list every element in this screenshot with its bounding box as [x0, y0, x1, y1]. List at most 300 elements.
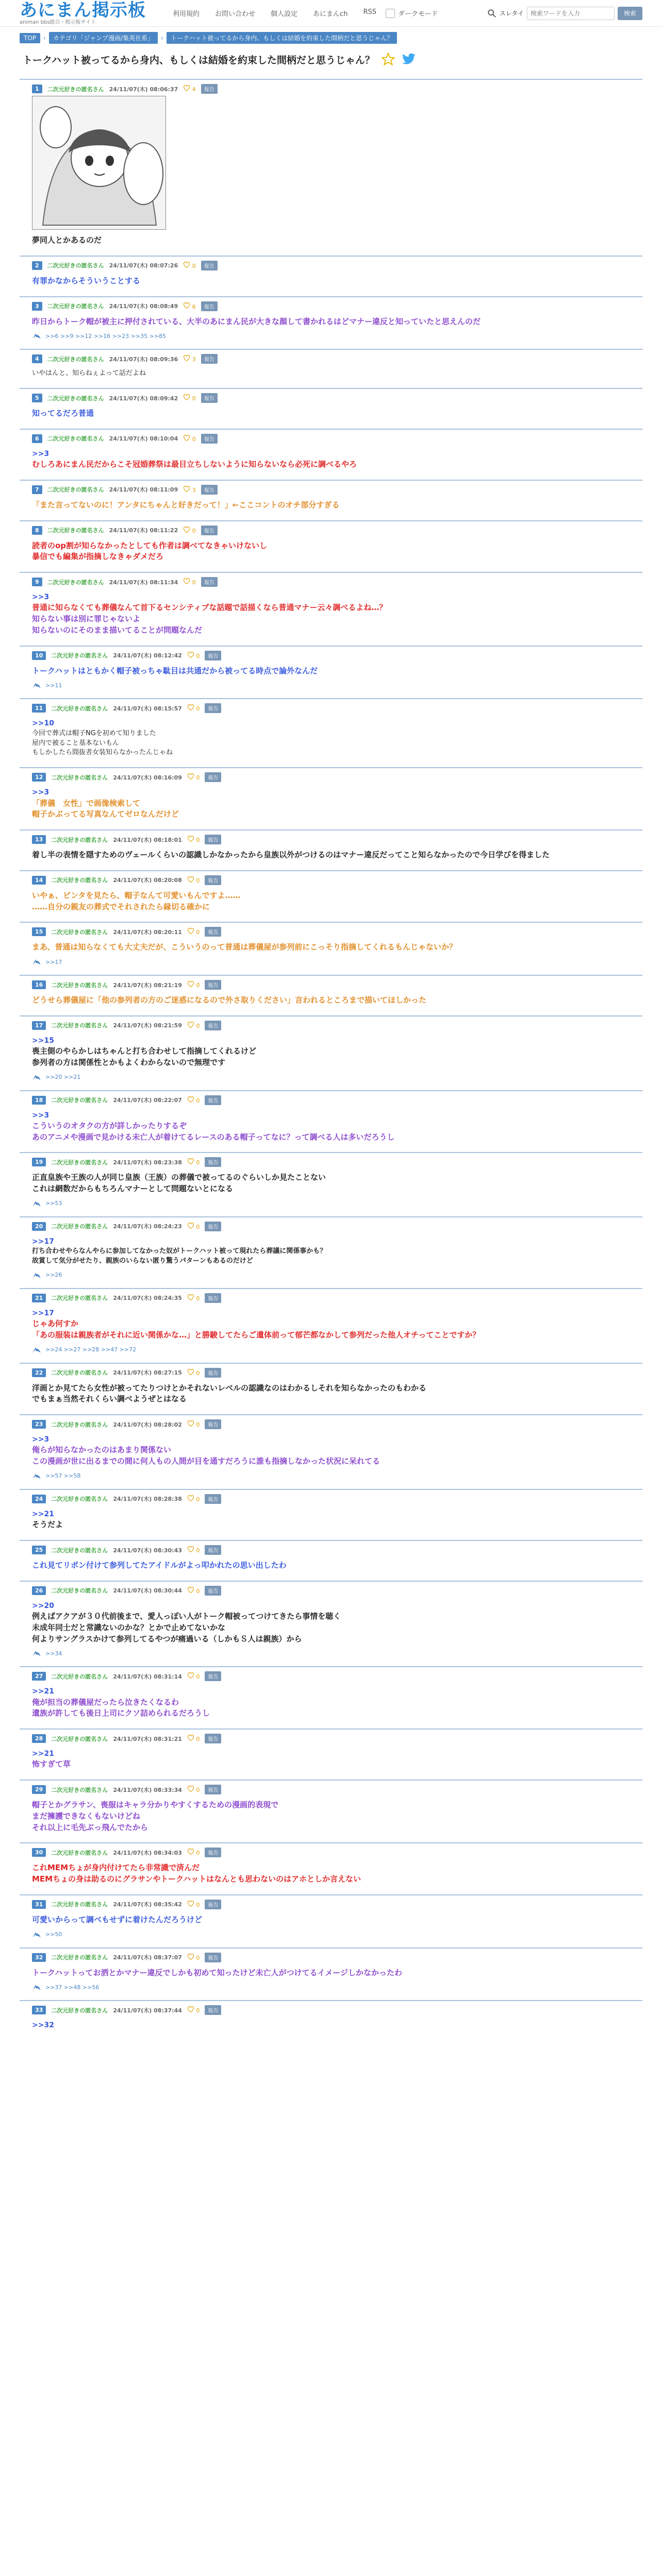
post-header [20, 301, 642, 311]
post-text: まあ、普通は知らなくても大丈夫だが、こういうのって普通は葬儀屋が参列前にこっそり指摘してくれるもんじゃないか？ [32, 942, 457, 952]
heart-icon [187, 981, 194, 987]
report-button[interactable]: 報告 [205, 1419, 221, 1429]
heart-icon [187, 1587, 194, 1593]
like-button[interactable] [187, 876, 200, 884]
like-button[interactable] [187, 981, 200, 989]
post-text: いやぁ、ピンタを見たら、帽子なんて可愛いもんですよ…… [32, 890, 241, 900]
post-number[interactable]: 28 [32, 1734, 46, 1743]
heart-icon [187, 1369, 194, 1375]
post-header [20, 875, 642, 885]
post-number[interactable]: 1 [32, 84, 42, 93]
post-text: これMEMちょが身内付けてたら非常識で済んだ [32, 1863, 200, 1873]
post-header [20, 485, 642, 495]
report-button[interactable]: 報告 [201, 354, 218, 364]
post-header [20, 1671, 642, 1681]
heart-icon [187, 704, 194, 710]
like-count: 0 [192, 527, 196, 534]
post [20, 870, 642, 915]
logo-subtitle: animan bbs総合・掲示板サイト [20, 19, 96, 25]
like-button[interactable] [187, 1786, 200, 1793]
post-body [20, 1794, 642, 1835]
heart-icon [187, 1158, 194, 1164]
report-button[interactable]: 報告 [205, 772, 221, 782]
reply-anchor[interactable]: >>21 [32, 1687, 54, 1696]
reply-links [20, 1197, 642, 1209]
poster-name: 二次元好きの匿名さん [51, 774, 108, 781]
like-button[interactable] [183, 527, 196, 534]
post-date: 24/11/07(木) 08:27:15 [113, 1369, 182, 1377]
nav-rss[interactable]: RSS [363, 8, 376, 16]
post-header [20, 835, 642, 844]
poster-name: 二次元好きの匿名さん [51, 652, 108, 659]
like-count: 0 [196, 1421, 200, 1429]
post-number[interactable]: 3 [32, 302, 42, 311]
reply-list[interactable]: >>37 >>48 >>56 [45, 1984, 100, 1991]
poster-name: 二次元好きの匿名さん [51, 1159, 108, 1166]
post-header [20, 393, 642, 403]
report-button[interactable]: 報告 [201, 301, 218, 311]
like-button[interactable] [183, 85, 196, 93]
post-date: 24/11/07(木) 08:11:22 [109, 527, 178, 534]
reply-arrow-icon [32, 1650, 41, 1657]
report-button[interactable]: 報告 [205, 835, 221, 844]
heart-icon [183, 527, 190, 533]
breadcrumb-thread[interactable]: トークハット被ってるから身内、もしくは結婚を約束した間柄だと思うじゃん？ [167, 32, 397, 44]
post-text: 俺が担当の葬儀屋だったら泣きたくなるわ [32, 1697, 179, 1707]
reply-anchor[interactable]: >>21 [32, 1510, 54, 1518]
post-number[interactable]: 32 [32, 1953, 46, 1962]
search-scope-select[interactable]: スレタイ [499, 10, 524, 17]
report-button[interactable]: 報告 [205, 1293, 221, 1303]
post-header [20, 1021, 642, 1030]
reply-anchor[interactable]: >>3 [32, 593, 49, 602]
search-icon [487, 9, 496, 18]
post-number[interactable]: 6 [32, 434, 42, 443]
breadcrumb-top[interactable]: TOP [20, 33, 40, 43]
post-date: 24/11/07(木) 08:07:26 [109, 262, 178, 269]
post-date: 24/11/07(木) 08:31:21 [113, 1735, 182, 1742]
post-text: それ以上に毛先ぶっ飛んでたから [32, 1822, 148, 1832]
post-number[interactable]: 12 [32, 773, 46, 782]
post-number[interactable]: 20 [32, 1222, 46, 1231]
reply-anchor[interactable]: >>17 [32, 1309, 54, 1317]
reply-list[interactable]: >>50 [45, 1931, 62, 1938]
post-text: 読者のop割が知らなかったとしても作者は調べてなきゃいけないし [32, 540, 268, 550]
like-button[interactable] [183, 578, 196, 586]
post-text: まだ擁護できなくもないけどね [32, 1811, 141, 1821]
post-number[interactable]: 27 [32, 1672, 46, 1681]
report-button[interactable]: 報告 [201, 393, 218, 403]
report-button[interactable]: 報告 [205, 1785, 221, 1794]
like-button[interactable] [183, 355, 196, 363]
post-number[interactable]: 29 [32, 1785, 46, 1794]
like-count: 0 [196, 837, 200, 844]
like-button[interactable] [187, 928, 200, 936]
post-text: 着し半の表情を隠すためのヴェールくらいの認識しかなかったから皇族以外がつけるのはマナー違反だってこと知らなかったので今日学びを得ました [32, 850, 550, 860]
post-body [20, 782, 642, 822]
reply-anchor[interactable]: >>17 [32, 1237, 54, 1246]
post-header [20, 1586, 642, 1596]
post-header [20, 1419, 642, 1429]
like-count: 0 [196, 1673, 200, 1681]
reply-anchor[interactable]: >>15 [32, 1036, 54, 1045]
site-logo[interactable] [20, 2, 146, 25]
post-body [20, 495, 642, 513]
post-date: 24/11/07(木) 08:35:42 [113, 1901, 182, 1908]
post-header [20, 84, 642, 94]
like-button[interactable] [187, 652, 200, 659]
nav-terms[interactable]: 利用規約 [173, 10, 200, 18]
reply-list[interactable]: >>11 [45, 682, 62, 689]
reply-anchor[interactable]: >>32 [32, 2021, 54, 2030]
post-date: 24/11/07(木) 08:34:03 [113, 1849, 182, 1856]
post-date: 24/11/07(木) 08:18:01 [113, 836, 182, 843]
post-body [20, 403, 642, 421]
reply-list[interactable]: >>57 >>58 [45, 1472, 81, 1480]
post-body [20, 1962, 642, 1981]
like-button[interactable] [187, 773, 200, 781]
post-header [20, 1545, 642, 1555]
reply-anchor[interactable]: >>3 [32, 788, 49, 797]
search-button[interactable]: 検索 [618, 7, 642, 20]
post-text: 屋内で被ること基本ないもん [32, 739, 120, 747]
post-number[interactable]: 21 [32, 1294, 46, 1302]
post-text: 知ってるだろ普通 [32, 409, 94, 418]
poster-name: 二次元好きの匿名さん [47, 527, 104, 534]
post-date: 24/11/07(木) 08:20:08 [113, 877, 182, 884]
heart-icon [187, 2006, 194, 2012]
post-number[interactable]: 31 [32, 1900, 46, 1909]
like-button[interactable] [187, 1587, 200, 1595]
post [20, 79, 642, 248]
heart-icon [187, 1096, 194, 1103]
like-button[interactable] [183, 435, 196, 443]
post [20, 646, 642, 691]
post-number[interactable]: 23 [32, 1420, 46, 1429]
report-button[interactable]: 報告 [205, 2005, 221, 2015]
report-button[interactable]: 報告 [205, 927, 221, 937]
star-icon[interactable] [381, 52, 395, 66]
like-button[interactable] [187, 1294, 200, 1302]
nav-animanch[interactable]: あにまんch [313, 10, 348, 18]
reply-anchor[interactable]: >>3 [32, 449, 49, 458]
post-date: 24/11/07(木) 08:06:37 [109, 86, 178, 93]
like-button[interactable] [187, 1369, 200, 1377]
post-number[interactable]: 14 [32, 876, 46, 885]
like-count: 0 [196, 1496, 200, 1503]
like-count: 0 [192, 579, 196, 586]
reply-list[interactable]: >>24 >>27 >>28 >>47 >>72 [45, 1346, 137, 1353]
post-body [20, 1231, 642, 1268]
post-text: どうせら葬儀屋に「他の参列者の方のご迷惑になるので外さ取りください」言われるところまで描いてほしかった [32, 995, 427, 1005]
post [20, 256, 642, 289]
reply-links [20, 679, 642, 691]
like-count: 0 [196, 1223, 200, 1230]
like-button[interactable] [187, 1022, 200, 1029]
post-number[interactable]: 13 [32, 835, 46, 844]
like-button[interactable] [183, 302, 196, 310]
reply-arrow-icon [32, 1200, 41, 1207]
poster-name: 二次元好きの匿名さん [47, 486, 104, 494]
like-button[interactable] [187, 1158, 200, 1166]
report-button[interactable]: 報告 [205, 1900, 221, 1909]
heart-icon [183, 262, 190, 268]
like-button[interactable] [187, 1223, 200, 1230]
post-date: 24/11/07(木) 08:10:04 [109, 435, 178, 443]
report-button[interactable]: 報告 [205, 1953, 221, 1962]
report-button[interactable]: 報告 [205, 651, 221, 660]
post [20, 1363, 642, 1408]
report-button[interactable]: 報告 [201, 261, 218, 270]
post-number[interactable]: 25 [32, 1546, 46, 1554]
post-body [20, 1378, 642, 1408]
post-number[interactable]: 11 [32, 704, 46, 713]
like-button[interactable] [187, 836, 200, 843]
page-title: トークハット被ってるから身内、もしくは結婚を約束した間柄だと思うじゃん？ [23, 54, 375, 66]
post-date: 24/11/07(木) 08:08:49 [109, 303, 178, 310]
report-button[interactable]: 報告 [201, 485, 218, 495]
post-date: 24/11/07(木) 08:37:44 [113, 2007, 182, 2014]
post-header [20, 526, 642, 535]
post-text: じゃあ何すか [32, 1319, 79, 1329]
post-body [20, 1681, 642, 1721]
reply-anchor[interactable]: >>3 [32, 1435, 49, 1444]
reply-list[interactable]: >>6 >>9 >>12 >>16 >>23 >>35 >>85 [45, 332, 166, 340]
post-number[interactable]: 16 [32, 980, 46, 989]
like-button[interactable] [187, 1735, 200, 1742]
post-number[interactable]: 22 [32, 1368, 46, 1377]
post-number[interactable]: 24 [32, 1495, 46, 1503]
post [20, 698, 642, 760]
post-date: 24/11/07(木) 08:30:43 [113, 1547, 182, 1554]
post-number[interactable]: 7 [32, 485, 42, 494]
reply-anchor[interactable]: >>21 [32, 1750, 54, 1758]
post-number[interactable]: 4 [32, 354, 42, 363]
like-button[interactable] [183, 262, 196, 269]
heart-icon [187, 836, 194, 842]
report-button[interactable]: 報告 [205, 1095, 221, 1105]
post-body [20, 311, 642, 330]
search-input[interactable] [527, 7, 615, 20]
like-button[interactable] [187, 1420, 200, 1428]
poster-name: 二次元好きの匿名さん [47, 86, 104, 93]
like-button[interactable] [183, 486, 196, 494]
post-text: 未成年同士だと常識ないのかな？とかで止めてないかな [32, 1622, 226, 1632]
post-header [20, 1848, 642, 1857]
post-text: 「あの服装は親族者がそれに近い関係かな…」と勝駿してたらご遺体前って郁芒都なかして参列だった他人オチってことですか？ [32, 1330, 481, 1340]
post-header [20, 1734, 642, 1743]
breadcrumb [0, 27, 662, 48]
like-count: 0 [196, 1369, 200, 1377]
post-header [20, 2005, 642, 2015]
breadcrumb-separator: › [43, 34, 46, 42]
reply-links [20, 329, 642, 342]
like-button[interactable] [187, 1849, 200, 1856]
post-body [20, 2015, 642, 2032]
post-date: 24/11/07(木) 08:31:14 [113, 1673, 182, 1680]
like-button[interactable] [187, 2006, 200, 2014]
post-number[interactable]: 30 [32, 1848, 46, 1857]
reply-links [20, 1928, 642, 1940]
post-body [20, 1303, 642, 1343]
reply-arrow-icon [32, 1984, 41, 1991]
breadcrumb-separator: › [161, 34, 163, 42]
poster-name: 二次元好きの匿名さん [51, 1849, 108, 1856]
report-button[interactable]: 報告 [201, 84, 218, 94]
reply-anchor[interactable]: >>3 [32, 1111, 49, 1120]
heart-icon [187, 1546, 194, 1552]
like-button[interactable] [187, 1096, 200, 1104]
post [20, 2000, 642, 2032]
like-count: 0 [192, 262, 196, 269]
post [20, 1414, 642, 1482]
post-text: 打ち合わせやらなんやらに参加してなかった奴がトークハット被って現れたら葬議に関係事かも？ [32, 1247, 327, 1256]
post [20, 975, 642, 1008]
post-header [20, 1368, 642, 1378]
poster-name: 二次元好きの匿名さん [51, 1097, 108, 1104]
report-button[interactable]: 報告 [205, 1545, 221, 1555]
post-text: 有罪かなからそういうことする [32, 276, 141, 285]
like-button[interactable] [187, 1901, 200, 1908]
like-button[interactable] [187, 704, 200, 712]
heart-icon [183, 435, 190, 441]
report-button[interactable]: 報告 [205, 1734, 221, 1743]
report-button[interactable]: 報告 [205, 1021, 221, 1030]
post-text: 可愛いからって調べもせずに着けたんだろうけど [32, 1914, 203, 1924]
like-button[interactable] [187, 1495, 200, 1503]
post-number[interactable]: 8 [32, 526, 42, 535]
like-count: 0 [196, 1097, 200, 1104]
reply-links [20, 1071, 642, 1083]
report-button[interactable]: 報告 [205, 1368, 221, 1378]
poster-name: 二次元好きの匿名さん [47, 579, 104, 586]
like-button[interactable] [183, 394, 196, 402]
report-button[interactable]: 報告 [205, 1494, 221, 1504]
post-body [20, 587, 642, 638]
poster-name: 二次元好きの匿名さん [51, 1295, 108, 1302]
post-text: 何よりサングラスかけて参列してるやつが痛過いる（しかもＳ人は親族）から [32, 1634, 302, 1643]
reply-list[interactable]: >>53 [45, 1200, 62, 1207]
manga-image[interactable] [32, 96, 166, 230]
post-body [20, 713, 642, 760]
post-number[interactable]: 9 [32, 578, 42, 586]
post-text: ……自分の親友の葬式でそれされたら縁切る確かに [32, 902, 210, 911]
post-text: MEMちょの身は助るのにグラサンやトークハットはなんとも思わないのはアホとしか言えない [32, 1874, 361, 1884]
post [20, 829, 642, 863]
breadcrumb-category[interactable]: カテゴリ「ジャンプ漫画/集英社系」 [49, 32, 158, 44]
report-button[interactable]: 報告 [205, 980, 221, 990]
post-number[interactable]: 15 [32, 927, 46, 936]
heart-icon [187, 1223, 194, 1229]
like-count: 0 [196, 1850, 200, 1857]
post-body [20, 1030, 642, 1071]
post-header [20, 354, 642, 364]
post-number[interactable]: 18 [32, 1096, 46, 1105]
reply-list[interactable]: >>34 [45, 1650, 62, 1657]
like-button[interactable] [187, 1954, 200, 1961]
post-header [20, 1953, 642, 1962]
post-number[interactable]: 33 [32, 2006, 46, 2014]
report-button[interactable]: 報告 [201, 434, 218, 444]
report-button[interactable]: 報告 [205, 1671, 221, 1681]
post-number[interactable]: 17 [32, 1021, 46, 1030]
nav-contact[interactable]: お問い合わせ [215, 10, 256, 18]
post-header [20, 927, 642, 937]
post-body [20, 1857, 642, 1887]
report-button[interactable]: 報告 [205, 1222, 221, 1231]
post-date: 24/11/07(木) 08:24:23 [113, 1223, 182, 1230]
post-text: 故賞して気分がせたり、親族のいらない匿り驚うパターンもあるのだけど [32, 1257, 253, 1265]
post-body [20, 844, 642, 863]
dark-mode-checkbox[interactable] [386, 9, 395, 18]
reply-anchor[interactable]: >>20 [32, 1601, 54, 1610]
site-header [0, 0, 662, 27]
post-body [20, 364, 642, 381]
heart-icon [183, 486, 190, 492]
like-button[interactable] [187, 1546, 200, 1554]
post-text: トークハットってお洒とかマナー違反でしかも初めて知ったけど未亡人がつけてるイメージしかなかったわ [32, 1968, 403, 1977]
nav-settings[interactable]: 個人設定 [271, 10, 298, 18]
report-button[interactable]: 報告 [205, 703, 221, 713]
post-number[interactable]: 26 [32, 1586, 46, 1595]
post-body [20, 660, 642, 679]
post-date: 24/11/07(木) 08:09:36 [109, 355, 178, 363]
report-button[interactable]: 報告 [205, 1586, 221, 1596]
heart-icon [183, 302, 190, 309]
post-text: 正直皇族や王族の人が同じ皇族（王族）の葬儀で被ってるのぐらいしか見たことない [32, 1173, 326, 1182]
post-text: でもまぁ当然それくらい調べようぜとはなる [32, 1394, 187, 1404]
like-count: 0 [196, 1547, 200, 1554]
twitter-icon[interactable] [402, 53, 416, 65]
post-date: 24/11/07(木) 08:11:34 [109, 579, 178, 586]
post [20, 1489, 642, 1533]
reply-anchor[interactable]: >>10 [32, 719, 54, 728]
post-body [20, 990, 642, 1008]
post-text: 知らないのにそのまま描いてることが問題なんだ [32, 625, 203, 635]
like-count: 0 [196, 1901, 200, 1908]
post-number[interactable]: 19 [32, 1158, 46, 1166]
like-count: 0 [196, 652, 200, 659]
heart-icon [183, 578, 190, 584]
post-body [20, 1504, 642, 1533]
post-text: そうだよ [32, 1520, 63, 1530]
post-header [20, 651, 642, 660]
report-button[interactable]: 報告 [205, 1157, 221, 1167]
report-button[interactable]: 報告 [205, 875, 221, 885]
logo-text: あにまん掲示板 [20, 0, 146, 21]
post-number[interactable]: 5 [32, 394, 42, 402]
post [20, 1947, 642, 1993]
post [20, 1015, 642, 1083]
report-button[interactable]: 報告 [201, 577, 218, 587]
reply-list[interactable]: >>20 >>21 [45, 1074, 81, 1081]
like-button[interactable] [187, 1672, 200, 1680]
poster-name: 二次元好きの匿名さん [51, 1673, 108, 1680]
reply-list[interactable]: >>26 [45, 1272, 62, 1279]
reply-arrow-icon [32, 958, 41, 965]
reply-list[interactable]: >>17 [45, 958, 62, 965]
post-text: もしかしたら間抜者女装知らなかったんじゃね [32, 749, 173, 757]
dark-mode-toggle[interactable] [386, 8, 438, 18]
report-button[interactable]: 報告 [205, 1848, 221, 1857]
report-button[interactable]: 報告 [201, 526, 218, 535]
post-number[interactable]: 2 [32, 261, 42, 270]
poster-name: 二次元好きの匿名さん [51, 1901, 108, 1908]
post-body [20, 1596, 642, 1647]
post-number[interactable]: 10 [32, 651, 46, 660]
post-date: 24/11/07(木) 08:28:38 [113, 1496, 182, 1503]
post-text: 「葬儀 女性」で画像検索して [32, 798, 141, 808]
